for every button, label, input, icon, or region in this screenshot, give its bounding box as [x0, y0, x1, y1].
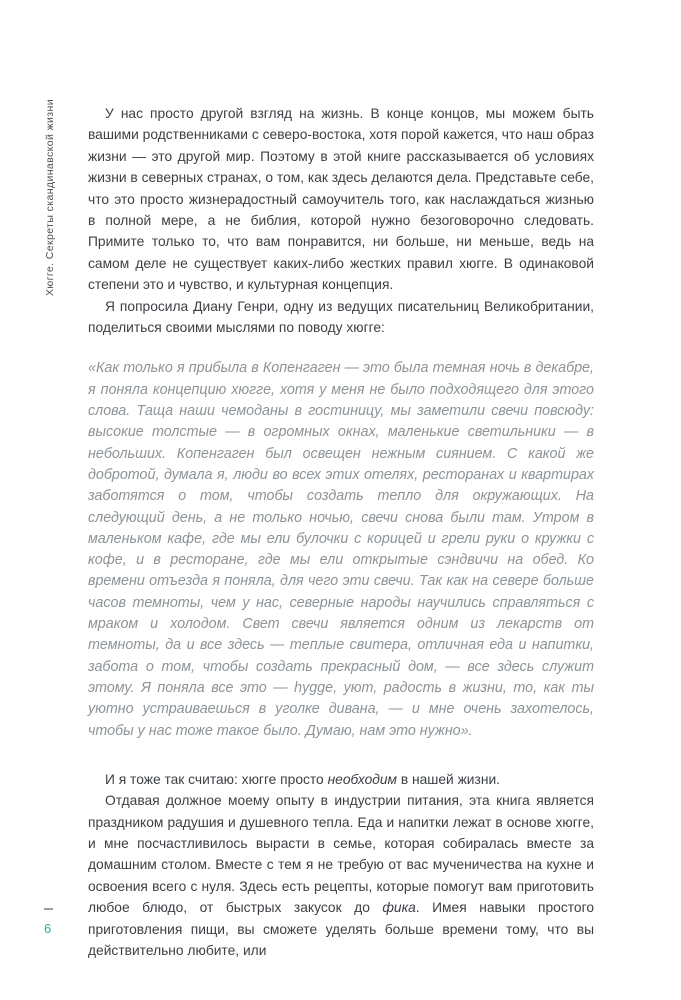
- paragraph-text: в нашей жизни.: [397, 771, 500, 787]
- quote-diana-henry: [88, 358, 594, 741]
- paragraph-diana-intro: Я попросила Диану Генри, одну из ведущих писательниц Великобритании, поделиться своими мыслями по поводу хюгге:: [88, 298, 594, 336]
- margin-dash-mark: [44, 908, 53, 910]
- sidebar-book-title: Хюгге. Секреты скандинавской жизни: [44, 99, 56, 296]
- paragraph-food: [88, 790, 594, 961]
- page-number: 6: [44, 921, 52, 936]
- quote-text: «Как только я прибыла в Копенгаген — это была темная ночь в декабре, я поняла концепцию хюгге, хотя у меня не было подходящего для этого слова. Таща наши чемоданы в гостиницу, мы заметили свечи повсюду: высокие толстые — в огромных окнах, маленькие светильники — в небольших. Копенгаген был освещен нежным сиянием. С какой же добротой, думала я, люди во всех этих отелях, ресторанах и квартирах заботятся о том, чтобы создать тепло для окружающих. На следующий день, а не только ночью, свечи снова были там. Утром в маленьком кафе, где мы ели булочки с корицей и грели руки о кружки с кофе, и в ресторане, где мы ели открытые сэндвичи на обед. Ко времени отъезда я поняла, для чего эти свечи. Так как на севере больше часов темноты, чем у нас, северные народы научились справляться с мраком и холодом. Свет свечи является одним из лекарств от темноты, да и все здесь — теплые свитера, отличная еда и напитки, забота о том, чтобы создать прекрасный дом, — все здесь служит этому. Я поняла все это — hygge, уют, радость в жизни, то, как ты уютно устраиваешься в уголке дивана, — и мне очень захотелось, чтобы у нас тоже такое было. Думаю, нам это нужно».: [88, 360, 594, 739]
- paragraph-text: . Имея навыки простого приготовления пищи, вы сможете уделять больше времени тому, что вы действительно любите, или: [88, 900, 594, 959]
- emphasis-text: фика: [382, 900, 416, 916]
- paragraph-text: Отдавая должное моему опыту в индустрии питания, эта книга является праздником радушия и душевного тепла. Еда и напитки лежат в основе хюгге, и мне посчастливилось вырасти в семье, которая собиралась вместе за домашним столом. Вместе с тем я не требую от вас мученичества на кухне и освоения всего с нуля. Здесь есть рецепты, которые помогут вам приготовить любое блюдо, от быстрых закусок до: [88, 793, 594, 916]
- paragraph-agreement: [88, 769, 594, 790]
- page-content: [88, 103, 594, 961]
- paragraph-text: И я тоже так считаю: хюгге просто: [105, 771, 328, 787]
- emphasis-text: необходим: [327, 771, 397, 787]
- paragraph-intro: У нас просто другой взгляд на жизнь. В конце концов, мы можем быть вашими родственниками с северо-востока, хотя порой кажется, что наш образ жизни — это другой мир. Поэтому в этой книге рассказывается об условиях жизни в северных странах, о том, как здесь делаются дела. Представьте себе, что это просто жизнерадостный самоучитель того, как наслаждаться жизнью в полной мере, а не библия, которой нужно безоговорочно следовать. Примите только то, что вам понравится, ни больше, ни меньше, ведь на самом деле не существует каких-либо жестких правил хюгге. В одинаковой степени это и чувство, и культурная концепция.: [88, 106, 594, 293]
